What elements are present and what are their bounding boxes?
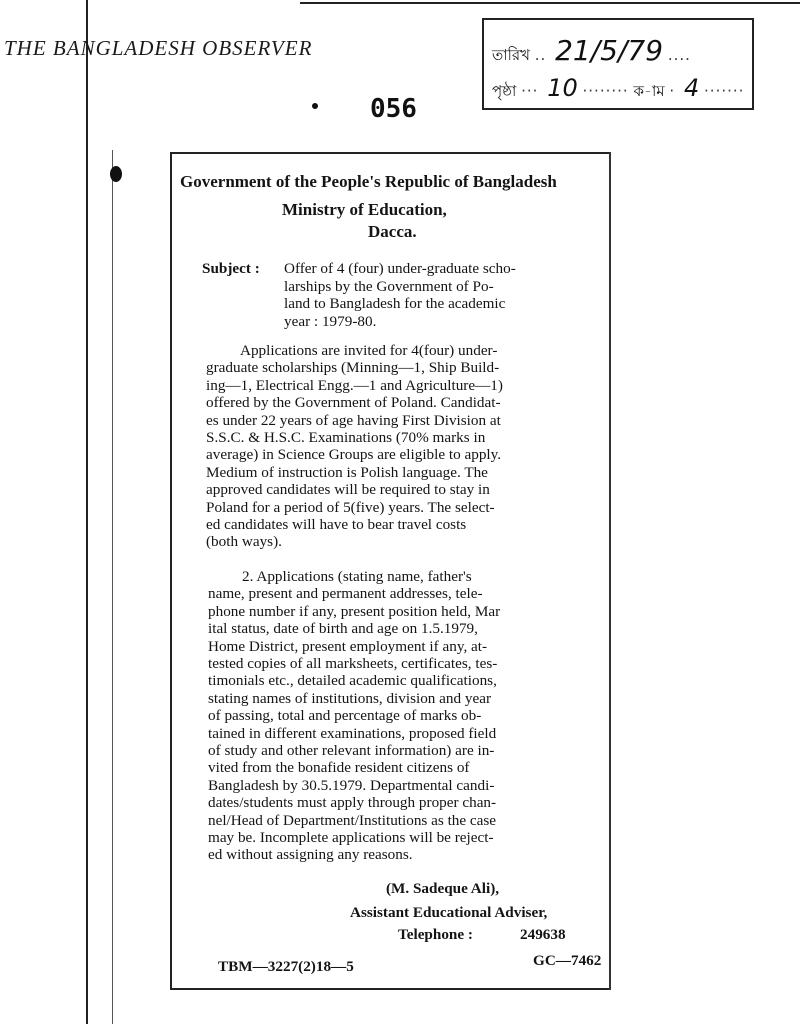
paragraph-line: approved candidates will be required to stay in	[206, 481, 490, 499]
left-margin-rule	[86, 0, 88, 1024]
date-stamp-box	[482, 18, 754, 110]
stamp-date-label: তারিখ	[492, 46, 530, 64]
paragraph-line: Medium of instruction is Polish language. The	[206, 463, 488, 481]
paragraph-line: dates/students must apply through proper chan-	[208, 794, 497, 812]
stamp-page-row: পৃষ্ঠা ··· 10 ········ ক-াম · 4 ·······	[492, 74, 745, 102]
subject-line: Offer of 4 (four) under-graduate scho-	[284, 260, 516, 277]
paragraph-line: average) in Science Groups are eligible to apply.	[206, 446, 502, 464]
stamp-column-label: ক-াম	[633, 82, 665, 100]
paragraph-line: ital status, date of birth and age on 1.5.1979,	[208, 620, 478, 638]
paragraph-line: tained in different examinations, proposed field	[208, 724, 497, 742]
paragraph-line: stating names of institutions, division and year	[208, 689, 492, 707]
notice-right-border	[609, 152, 611, 990]
telephone-label: Telephone :	[398, 926, 473, 943]
paragraph-line: timonials etc., detailed academic qualifications,	[208, 672, 497, 690]
paragraph-line: of passing, total and percentage of marks ob-	[208, 707, 482, 725]
top-edge-rule	[300, 2, 800, 4]
paragraph-line: es under 22 years of age having First Division at	[206, 411, 501, 429]
signatory-name: (M. Sadeque Ali),	[386, 880, 500, 897]
stamp-page-label: পৃষ্ঠা	[492, 82, 517, 100]
paragraph-line: S.S.C. & H.S.C. Examinations (70% marks in	[206, 429, 486, 446]
subject-line: larships by the Government of Po-	[284, 277, 494, 295]
paragraph-line: may be. Incomplete applications will be reject-	[208, 829, 494, 846]
paragraph-line: 2. Applications (stating name, father's	[242, 568, 472, 585]
paragraph-line: ed without assigning any reasons.	[208, 846, 413, 864]
paragraph-line: Poland for a period of 5(five) years. The select-	[206, 498, 495, 516]
stamp-date-row: তারিখ .. 21/5/79 ....	[492, 34, 691, 67]
subject-label: Subject :	[202, 260, 260, 277]
reference-right: GC—7462	[533, 952, 602, 969]
telephone-value: 249638	[520, 926, 566, 943]
newspaper-masthead: THE BANGLADESH OBSERVER	[4, 36, 313, 60]
paragraph-line: ing—1, Electrical Engg.—1 and Agriculture—1)	[206, 376, 503, 394]
paragraph-line: Bangladesh by 30.5.1979. Departmental candi-	[208, 776, 495, 794]
paragraph-line: vited from the bonafide resident citizens of	[208, 759, 470, 777]
paragraph-line: tested copies of all marksheets, certificates, tes-	[208, 655, 498, 672]
notice-ministry: Ministry of Education,	[282, 200, 447, 219]
paragraph-line: Applications are invited for 4(four) under-	[240, 342, 498, 359]
paragraph-line: phone number if any, present position held, Mar	[208, 602, 501, 620]
reference-left: TBM—3227(2)18—5	[218, 958, 354, 975]
subject-line: year : 1979-80.	[284, 312, 377, 330]
subject-line: land to Bangladesh for the academic	[284, 295, 506, 313]
inner-margin-rule	[112, 150, 113, 1024]
page-number: 056	[370, 94, 417, 124]
ink-blot	[110, 166, 122, 182]
paragraph-line: name, present and permanent addresses, tele-	[208, 585, 483, 603]
notice-city: Dacca.	[368, 222, 417, 241]
paragraph-line: (both ways).	[206, 533, 282, 551]
paragraph-line: of study and other relevant information) are in-	[208, 742, 495, 759]
notice-header: Government of the People's Republic of Bangladesh	[180, 172, 557, 191]
signatory-designation: Assistant Educational Adviser,	[350, 904, 548, 921]
paragraph-line: offered by the Government of Poland. Candidat-	[206, 394, 501, 412]
ink-dot	[312, 103, 318, 109]
stamp-column-value: 4	[683, 74, 700, 102]
paragraph-line: nel/Head of Department/Institutions as the case	[208, 811, 497, 829]
paragraph-line: graduate scholarships (Minning—1, Ship Build-	[206, 359, 500, 377]
stamp-page-value: 10	[547, 74, 578, 102]
paragraph-line: Home District, present employment if any, at-	[208, 637, 488, 655]
paragraph-line: ed candidates will have to bear travel costs	[206, 516, 467, 533]
stamp-date-value: 21/5/79	[555, 34, 664, 67]
